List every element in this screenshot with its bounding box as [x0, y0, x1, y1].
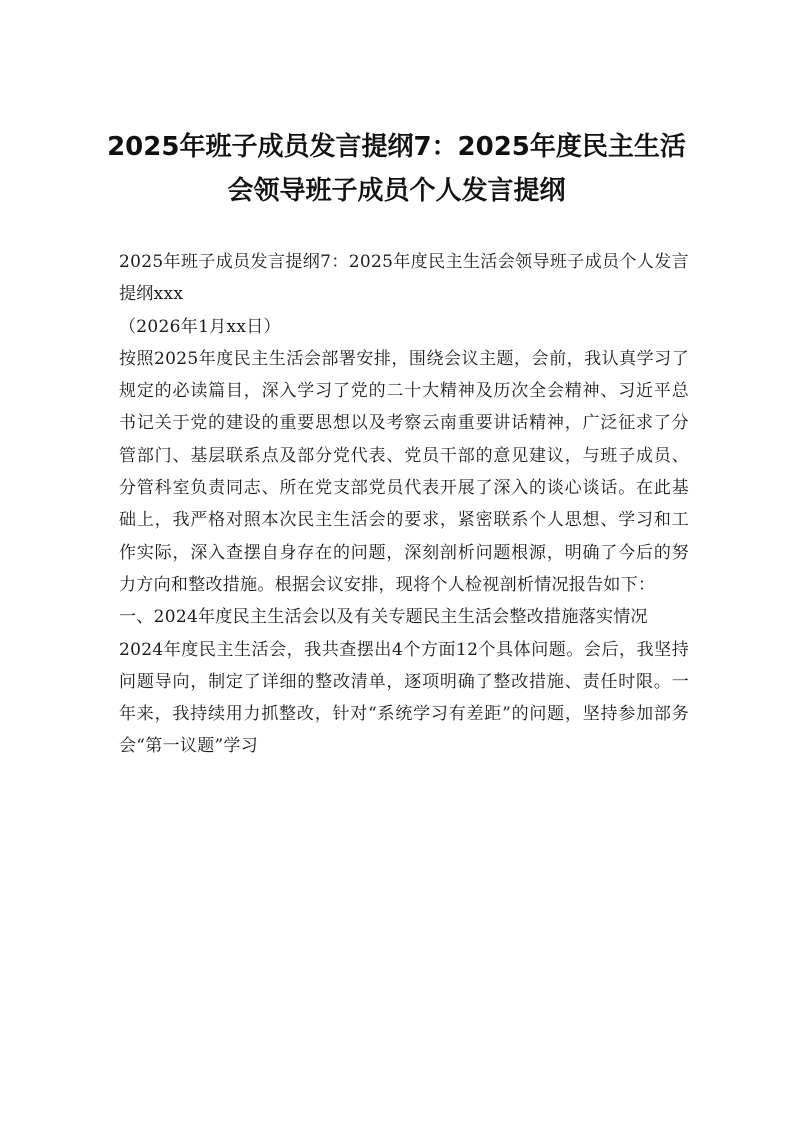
paragraph-rectification: 2024年度民主生活会，我共查摆出4个方面12个具体问题。会后，我坚持问题导向，制定了详细的整改清单，逐项明确了整改措施、责任时限。一年来，我持续用力抓整改，针对“系统学习有差距”的问题，坚持参加部务会“第一议题”学习	[119, 639, 689, 757]
document-title: 2025年班子成员发言提纲7：2025年度民主生活会领导班子成员个人发言提纲	[107, 132, 686, 206]
paragraph-heading-repeat: 2025年班子成员发言提纲7：2025年度民主生活会领导班子成员个人发言提纲xxx	[119, 252, 689, 305]
paragraph-introduction: 按照2025年度民主生活会部署安排，围绕会议主题，会前，我认真学习了规定的必读篇目，深入学习了党的二十大精神及历次全会精神、习近平总书记关于党的建设的重要思想以及考察云南重要讲话精神，广泛征求了分管部门、基层联系点及部分党代表、党员干部的意见建议，与班子成员、分管科室负责同志、所在党支部党员代表开展了深入的谈心谈话。在此基础上，我严格对照本次民主生活会的要求，紧密联系个人思想、学习和工作实际，深入查摆自身存在的问题，深刻剖析问题根源，明确了今后的努力方向和整改措施。根据会议安排，现将个人检视剖析情况报告如下：	[119, 348, 689, 595]
document-body	[119, 246, 689, 763]
section-heading-1: 一、2024年度民主生活会以及有关专题民主生活会整改措施落实情况	[119, 607, 648, 628]
paragraph-date: （2026年1月xx日）	[119, 316, 281, 337]
